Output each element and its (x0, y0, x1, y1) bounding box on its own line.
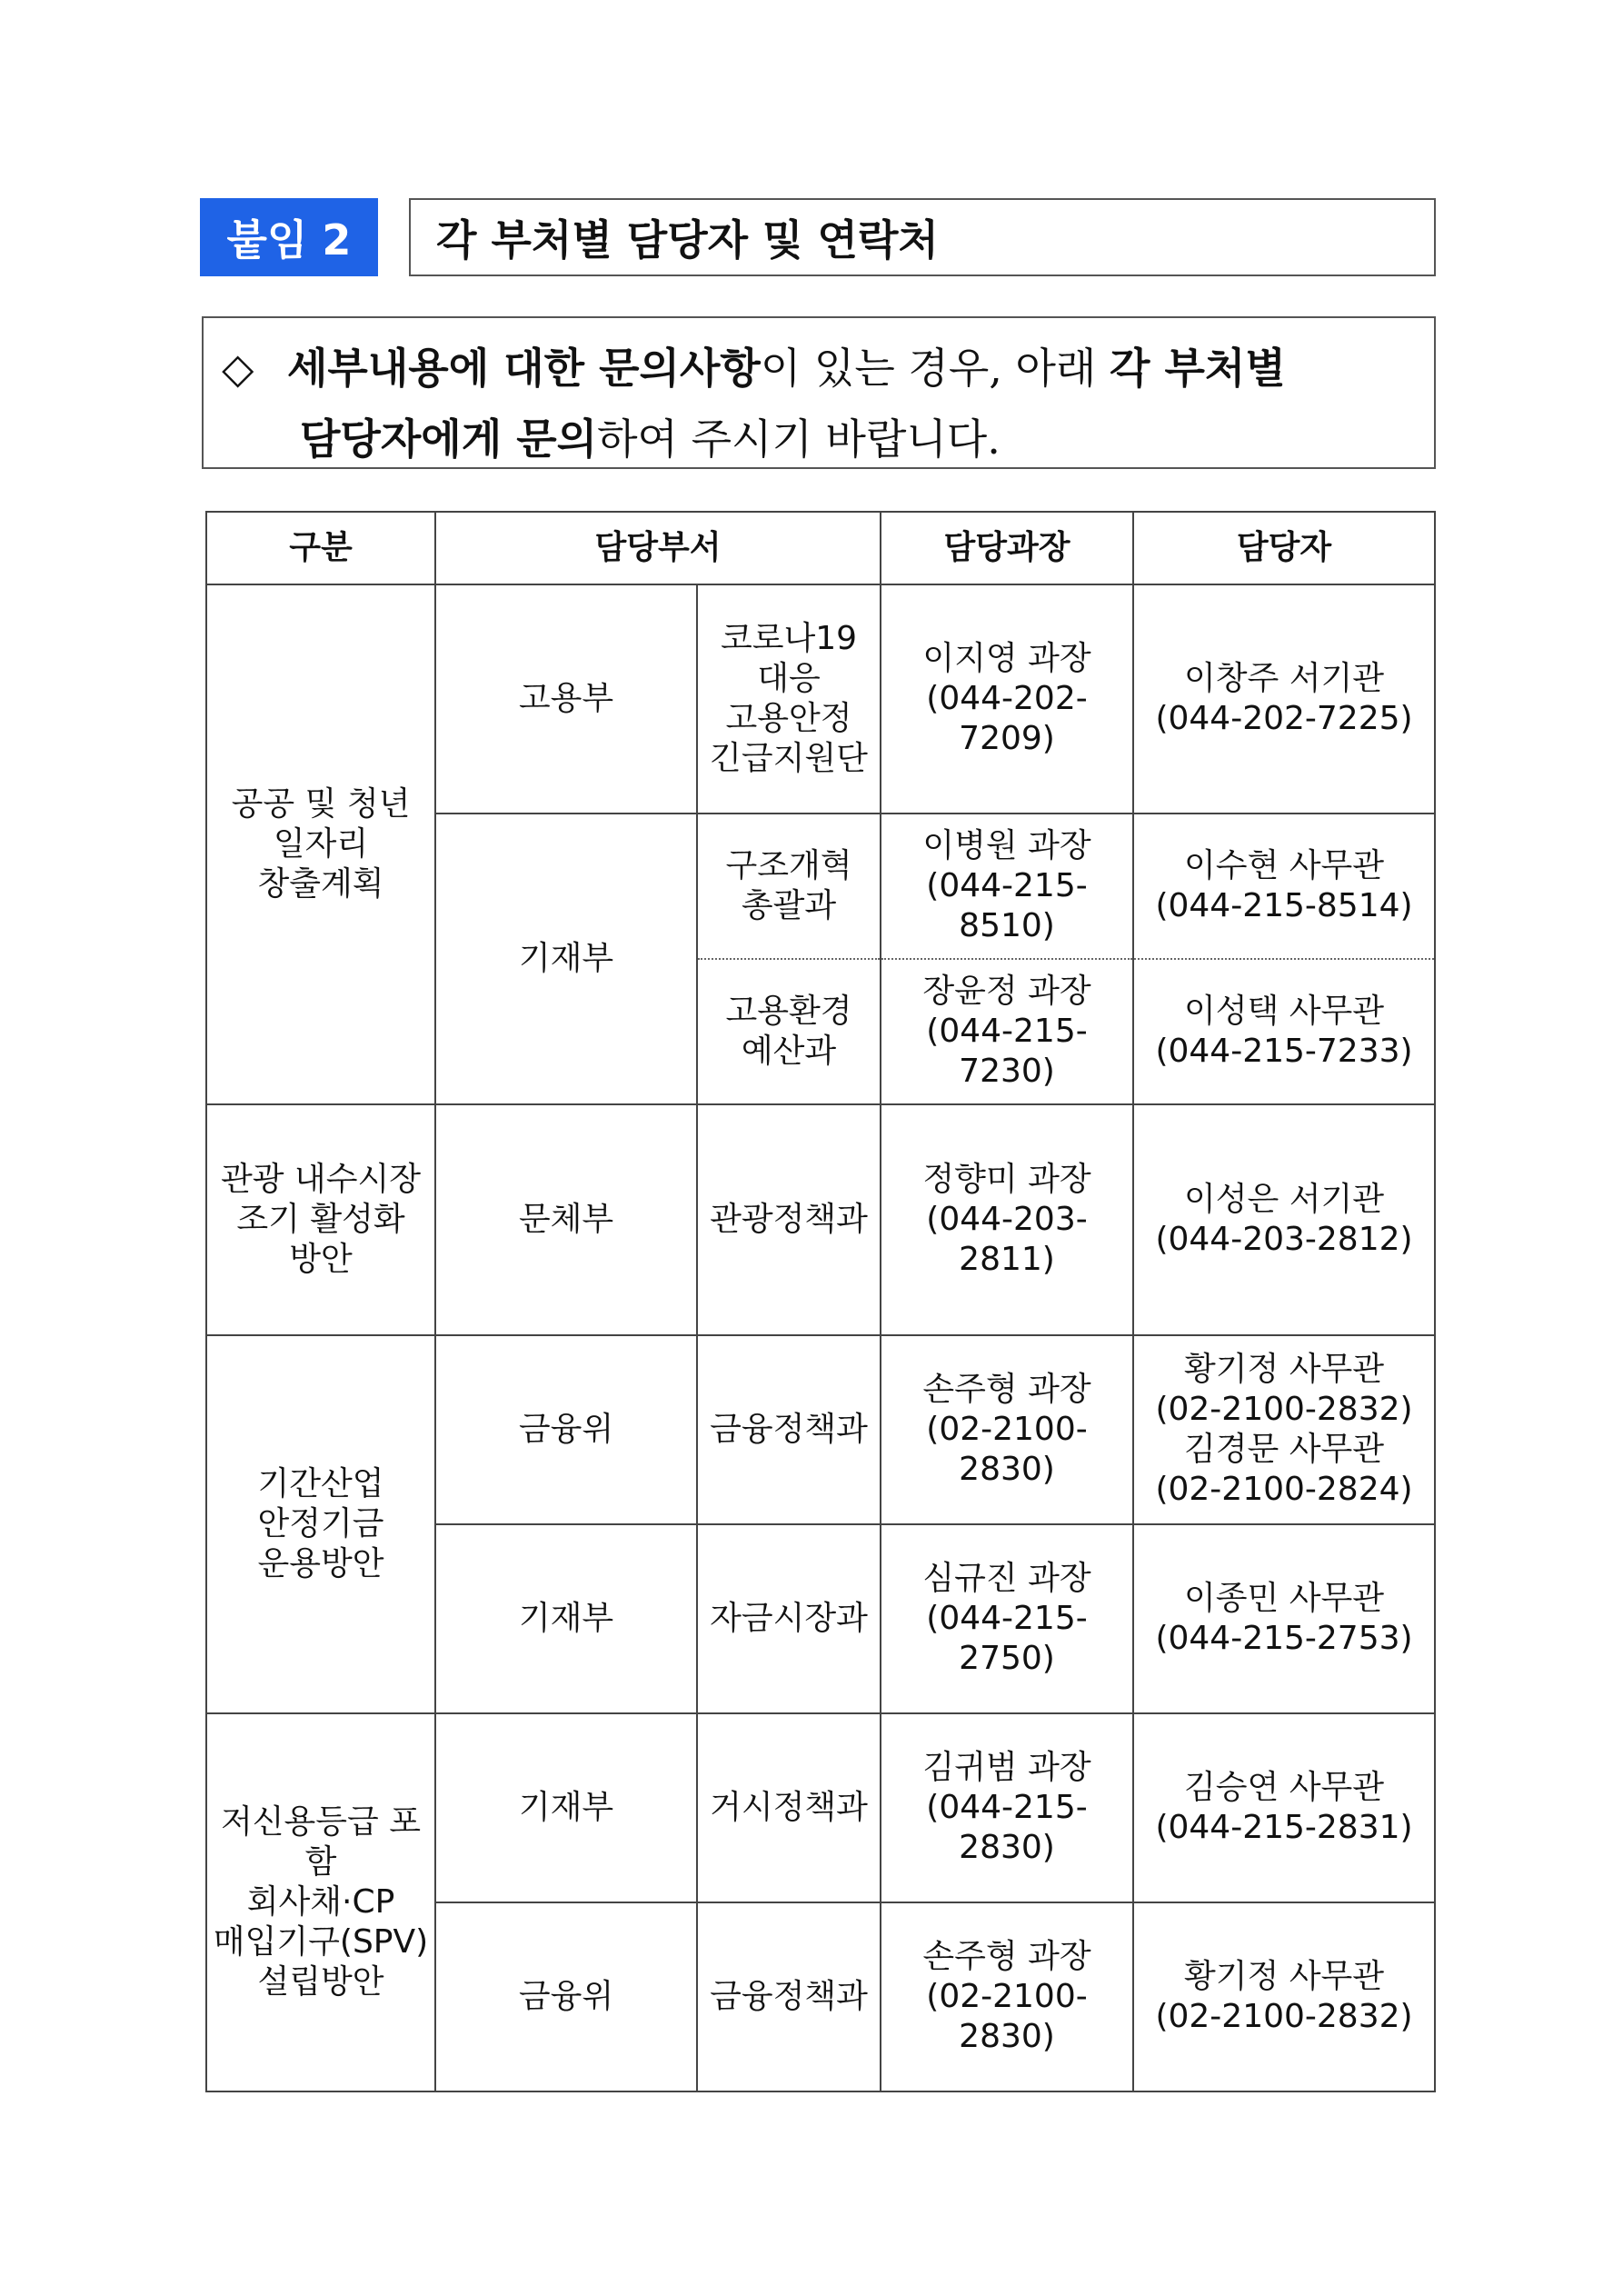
contact-cell: 이수현 사무관 (044-215-8514) (1133, 814, 1435, 959)
page-title-text: 각 부처별 담당자 및 연락처 (436, 215, 939, 265)
table-row (206, 1335, 1435, 1524)
ministry-cell: 문체부 (435, 1104, 697, 1335)
table-header-row (206, 512, 1435, 584)
header-category: 구분 (206, 512, 435, 584)
notice-text-2: 하여 주시기 바랍니다. (597, 414, 1001, 464)
director-cell: 심규진 과장 (044-215-2750) (881, 1524, 1133, 1713)
division-cell: 자금시장과 (697, 1524, 881, 1713)
header-contact: 담당자 (1133, 512, 1435, 584)
contact-cell: 김승연 사무관 (044-215-2831) (1133, 1713, 1435, 1902)
table-row (206, 584, 1435, 814)
contact-cell: 이창주 서기관 (044-202-7225) (1133, 584, 1435, 814)
category-cell: 공공 및 청년 일자리 창출계획 (206, 584, 435, 1104)
director-cell: 정향미 과장 (044-203-2811) (881, 1104, 1133, 1335)
header-department: 담당부서 (435, 512, 881, 584)
ministry-cell: 금융위 (435, 1902, 697, 2091)
contacts-table (205, 511, 1436, 2092)
ministry-cell: 고용부 (435, 584, 697, 814)
director-cell: 손주형 과장 (02-2100-2830) (881, 1902, 1133, 2091)
page-title (409, 198, 1436, 276)
attachment-badge: 붙임 2 (200, 198, 378, 276)
director-cell: 장윤정 과장 (044-215-7230) (881, 959, 1133, 1104)
contact-cell: 이성택 사무관 (044-215-7233) (1133, 959, 1435, 1104)
category-cell: 관광 내수시장 조기 활성화 방안 (206, 1104, 435, 1335)
director-cell: 손주형 과장 (02-2100-2830) (881, 1335, 1133, 1524)
director-cell: 김귀범 과장 (044-215-2830) (881, 1713, 1133, 1902)
notice-bold-1: 세부내용에 대한 문의사항 (287, 344, 761, 393)
table-row (206, 1104, 1435, 1335)
category-cell: 저신용등급 포함 회사채·CP 매입기구(SPV) 설립방안 (206, 1713, 435, 2091)
division-cell: 거시정책과 (697, 1713, 881, 1902)
header-director: 담당과장 (881, 512, 1133, 584)
contact-cell: 이종민 사무관 (044-215-2753) (1133, 1524, 1435, 1713)
director-cell: 이병원 과장 (044-215-8510) (881, 814, 1133, 959)
notice-bold-3: 담당자에게 문의 (300, 414, 598, 464)
category-cell: 기간산업 안정기금 운용방안 (206, 1335, 435, 1713)
division-cell: 관광정책과 (697, 1104, 881, 1335)
division-cell: 금융정책과 (697, 1902, 881, 2091)
director-cell: 이지영 과장 (044-202-7209) (881, 584, 1133, 814)
notice-text-1: 이 있는 경우, 아래 (760, 344, 1110, 393)
division-cell: 금융정책과 (697, 1335, 881, 1524)
table-row (206, 1713, 1435, 1902)
notice-line-2 (222, 404, 1409, 474)
diamond-icon: ◇ (222, 344, 254, 393)
contact-cell: 이성은 서기관 (044-203-2812) (1133, 1104, 1435, 1335)
division-cell: 코로나19 대응 고용안정 긴급지원단 (697, 584, 881, 814)
division-cell: 구조개혁 총괄과 (697, 814, 881, 959)
ministry-cell: 금융위 (435, 1335, 697, 1524)
notice-line-1 (222, 333, 1409, 404)
contact-cell: 황기정 사무관 (02-2100-2832) (1133, 1902, 1435, 2091)
ministry-cell: 기재부 (435, 814, 697, 1104)
contact-cell: 황기정 사무관 (02-2100-2832) 김경문 사무관 (02-2100-2824) (1133, 1335, 1435, 1524)
ministry-cell: 기재부 (435, 1524, 697, 1713)
notice-box (202, 316, 1436, 469)
notice-bold-2: 각 부처별 (1110, 344, 1286, 393)
division-cell: 고용환경 예산과 (697, 959, 881, 1104)
ministry-cell: 기재부 (435, 1713, 697, 1902)
